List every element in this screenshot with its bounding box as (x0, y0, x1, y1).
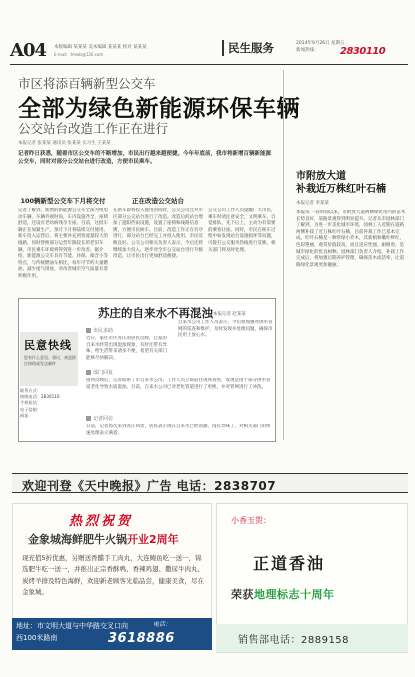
banner-ad (12, 473, 408, 493)
col3-text: 公交公司工作人员提醒广大市民，乘车时请注意安全，文明乘车，自觉排队，先下后上，主动为有需要的乘客让座。同时，市民在候车过程中如发现站台设施损坏等问题，可拨打公交服务热线进行反映，相关部门将及时处理。 (208, 208, 276, 253)
feedback-right-text: 自来水公司工作人员表示，今后将加强对供水管网的巡查和维护，及时发现并处理问题，确保市民用上放心水。 (178, 320, 273, 339)
feedback-sub3: 记者回访 (86, 415, 113, 422)
lead-headline: 全部为绿色新能源环保车辆 (18, 96, 300, 122)
ad-right-main: 正道香油 (253, 554, 326, 573)
banner-ad-text: 欢迎刊登《天中晚报》广告 电话：2838707 (22, 479, 277, 493)
ad-left-headline (28, 531, 179, 547)
news-hotline-label: 新闻热线： (296, 48, 319, 53)
ad-right-top: 小香玉贺： (231, 516, 271, 525)
ad-left-address: 地址：市文明大道与中华路交叉口向西100米路南 (16, 622, 128, 642)
ad-left-headline-emph: 开业2周年 (127, 533, 179, 546)
edition-meta: 本版编辑 某某某 美术编辑 某某某 校对 某某某 (54, 45, 147, 50)
feedback-byline: 本报记者 赵某某 (213, 312, 246, 317)
col2-text: 在新车即将投入使用的同时，公交公司还对市区部分公交站台进行了改造。改造后的站台增加了遮阳挡雨设施，设置了座椅和线路信息牌，方便市民候车。目前，改造工作正在有序进行，部分站台已经完工并投入使用，市民反映良好。公交公司相关负责人表示，今后还将继续加大投入，逐步对全市公交站台进行升级改造，让市民出行更加舒适便捷。 (113, 208, 203, 260)
feedback-banner-sub: 您有什么意见、建议，欢迎拨打热线或发送邮件 (24, 355, 76, 366)
ad-right-hotline: 销售部电话：2889158 (238, 635, 350, 646)
feedback-contact: 联系方式： 热线电话：2830110 手机短信： 电子信箱： 网址： (20, 388, 60, 418)
ad-left-headline-name: 金象城海鲜肥牛火锅 (28, 533, 127, 546)
col1-text: 记者了解到，新增的新能源公交车全部为纯电动车辆，车辆外观时尚，车内设施齐全，座椅舒适，还设有老幼病残孕专座。目前，这批车辆正在加紧生产，预计下月将陆续交付使用。新车投入运营后，将主要补充到客流量较大的线路，同时替换部分运营年限较长的老旧车辆，市民乘车环境将得到进一步改善。据介绍，新能源公交车具有节能、环保、噪音小等特点，与传统燃油车相比，每年可节约大量燃油，减少尾气排放，对改善城市空气质量有着积极作用。 (18, 208, 108, 279)
right-headline-line2: 补栽近万株红叶石楠 (296, 184, 386, 195)
ad-right-sub-pre: 荣获 (231, 588, 254, 601)
col2-title: 正在改造公交站台 (132, 197, 184, 205)
ad-right-sub-emph: 地理标志十周年 (254, 588, 335, 601)
edition-email: E-mail：tmwb@126.com (54, 52, 104, 57)
ad-left-title: 热烈祝贺 (69, 514, 134, 529)
ad-left-tel-label: 电话： (153, 621, 172, 628)
feedback-banner-title: 民意快线 (24, 339, 72, 352)
lead-paragraph: 记者昨日获悉，随着市区公交车的不断增加，市民出行越来越便捷。今年年底前，我市将新增百辆新能源公交车，同时对部分公交站台进行改造，方便市民乘车。 (18, 151, 272, 165)
feedback-sub3-text: 日前，记者再次来到苏庄回访，居民表示现在自来水已经清澈，没有异味了，对相关部门的快速处理表示满意。 (86, 424, 271, 436)
ad-right-sub (231, 586, 335, 602)
feedback-sub1-text: 近日，家住市区苏庄的居民反映，自家的自来水经常出现混浊现象，有时还带有异味，给生活带来诸多不便，希望有关部门能够尽快解决。 (86, 336, 167, 361)
issue-date (296, 40, 344, 54)
feedback-sub2-text: 接到反映后，记者联系了市自来水公司。工作人员立即前往现场查看，发现是由于部分供水管道老化导致水质混浊。目前，自来水公司已对老化管道进行了更换，并对管网进行了冲洗。 (86, 378, 271, 390)
feedback-title: 苏庄的自来水不再混浊 (98, 306, 213, 320)
lead-subhead: 公交站台改造工作正在进行 (18, 121, 169, 136)
hotline-logo: 2830110 (340, 46, 386, 57)
ad-left-tel: 3618886 (108, 631, 175, 646)
column-divider (283, 70, 284, 440)
right-byline: 本报记者 李某某 (296, 201, 329, 206)
lead-kicker: 市区将添百辆新型公交车 (18, 76, 156, 91)
ad-left-body: 现充值5折优惠，另赠送香醋手工肉丸，大连鲍鱼吃一送一，锦选肥牛吃一送一，并推出正宗香酥鸭、香辣鸡翅、撒尿牛肉丸、炭烤羊排及特色海鲜，欢迎新老顾客光临品尝，健康美食，尽在金象城。 (22, 554, 204, 596)
feedback-sub2: 部门回复 (86, 369, 113, 376)
right-headline (296, 170, 386, 196)
header-rule (10, 64, 408, 65)
right-headline-line1: 市附放大道 (296, 171, 346, 182)
page-number: A04 (10, 40, 47, 61)
right-body: 本报讯 一段时间以来，市附放大道两侧绿化带内的苗木长势良好，道路景观得到明显提升。记者从市园林部门了解到，为进一步美化城市环境，园林工人近期在道路两侧补栽了近万株红叶石楠，目前补栽工作已基本完成。红叶石楠是一种常绿小乔木，其新梢和嫩叶鲜红，色彩艳丽，观赏价值较高，而且适应性强，耐修剪，是城市绿化的优良树种。园林部门负责人介绍，补栽工作完成后，将加强后期养护管理，确保苗木成活率，让道路绿化景观更加靓丽。 (296, 210, 406, 268)
lead-byline: 本报记者 张某某 通讯员 张某某 实习生 王某某 (18, 141, 111, 146)
col1-title: 100辆新型公交车下月将交付 (20, 197, 106, 205)
issue-date-text: 2014年9月26日 星期五 (296, 41, 345, 46)
feedback-sub1: 市民求助 (86, 327, 113, 334)
page-header (10, 38, 408, 64)
section-title: 民生服务 (222, 40, 274, 56)
